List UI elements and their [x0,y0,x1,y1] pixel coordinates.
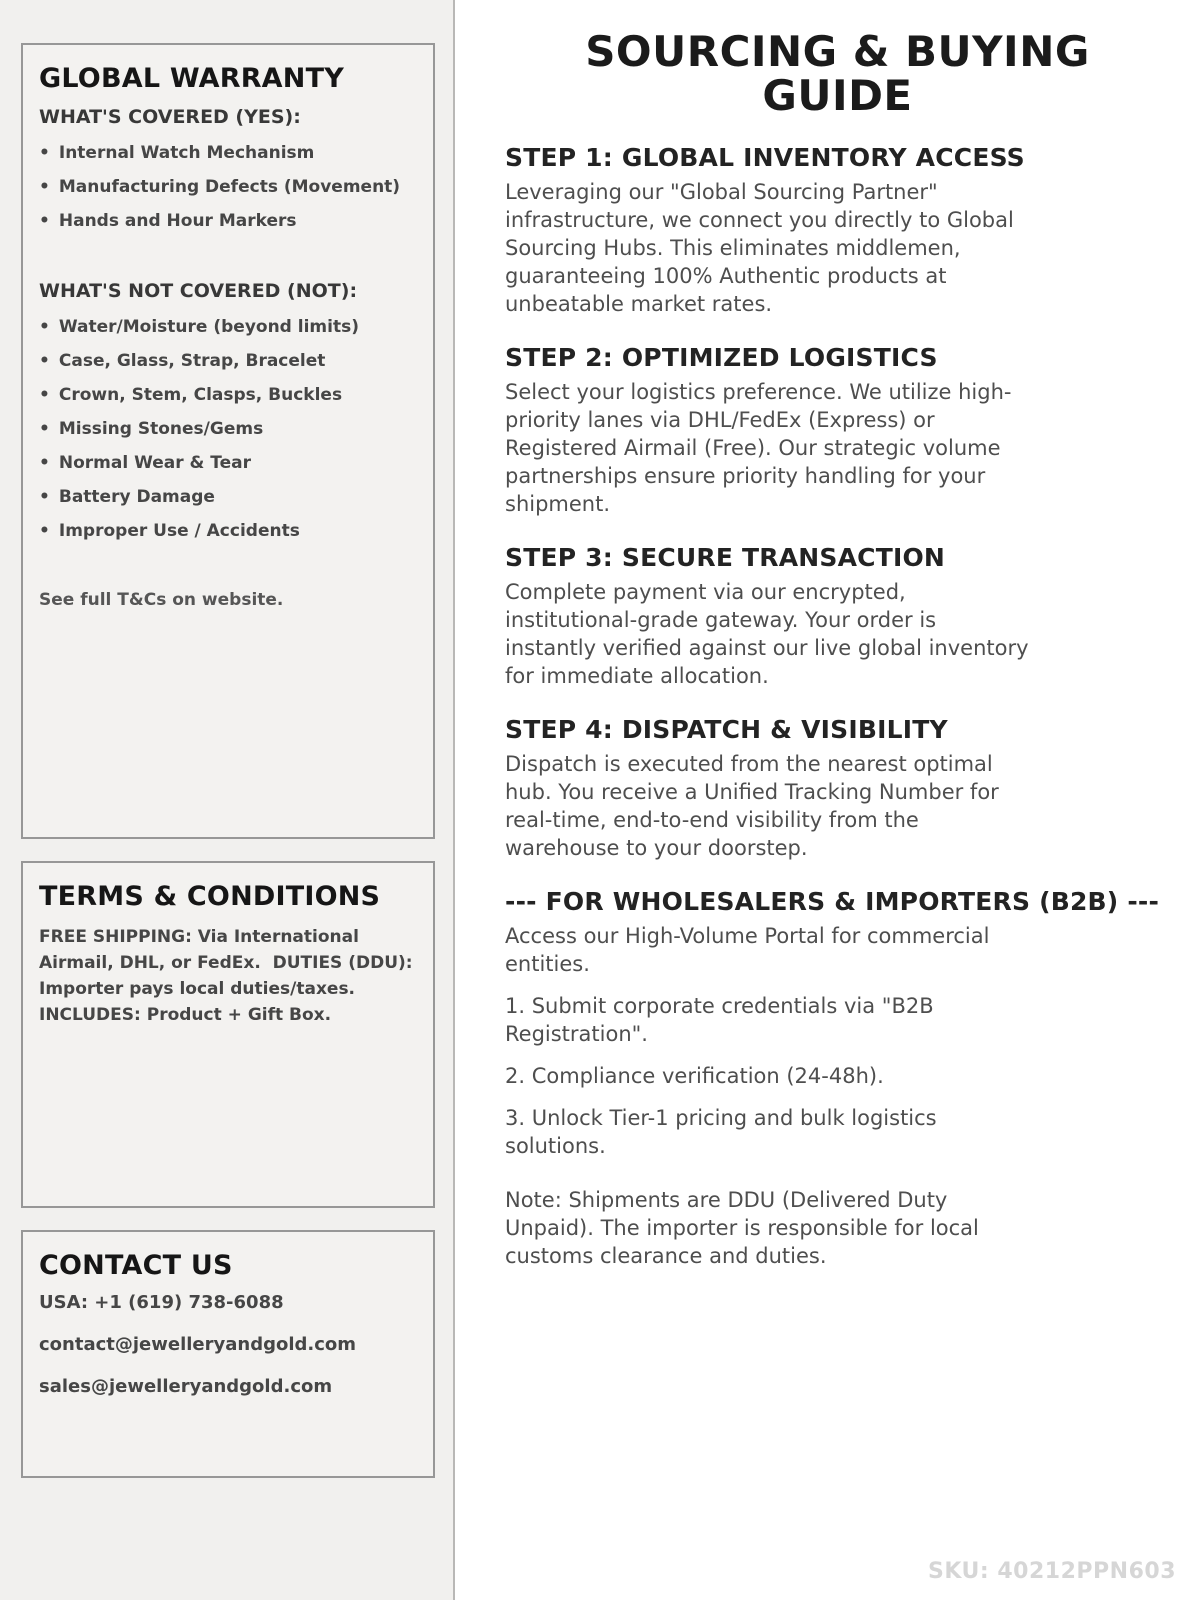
bullet-icon: • [39,211,50,231]
b2b-note: Note: Shipments are DDU (Delivered Duty Unpaid). The importer is responsible for local customs clearance and duties. [505,1188,979,1269]
list-item [39,136,417,170]
list-item [39,344,417,378]
step-2-section [505,343,1170,518]
list-item [39,446,417,480]
step-4-section [505,715,1170,862]
step-1-body: Leveraging our "Global Sourcing Partner" infrastructure, we connect you directly to Global Sourcing Hubs. This eliminates middlemen, guaranteeing 100% Authentic products at unbeatable market rates. [505,180,1014,317]
step-1-heading: STEP 1: GLOBAL INVENTORY ACCESS [505,143,1025,173]
step-3-heading: STEP 3: SECURE TRANSACTION [505,543,946,573]
bullet-icon: • [39,143,50,163]
list-item-label: Improper Use / Accidents [58,521,300,541]
terms-body: FREE SHIPPING: Via International Airmail, DHL, or FedEx. DUTIES (DDU): Importer pays local duties/taxes. INCLUDES: Product + Gift Box. [39,927,419,1025]
step-2-body: Select your logistics preference. We utilize high-priority lanes via DHL/FedEx (Express) or Registered Airmail (Free). Our strategic volume partnerships ensure priority handling for your shipment. [505,380,1012,517]
contact-title: CONTACT US [39,1250,233,1281]
contact-email: contact@jewelleryandgold.com [39,1334,357,1355]
step-4-heading: STEP 4: DISPATCH & VISIBILITY [505,715,948,745]
terms-title: TERMS & CONDITIONS [39,881,381,912]
list-item-label: Battery Damage [58,487,215,507]
b2b-intro: Access our High-Volume Portal for commercial entities. [505,924,990,977]
warranty-footnote: See full T&Cs on website. [39,590,284,610]
step-2-heading: STEP 2: OPTIMIZED LOGISTICS [505,343,938,373]
not-covered-heading: WHAT'S NOT COVERED (NOT): [39,280,358,302]
page-title: SOURCING & BUYING GUIDE [585,27,1090,121]
step-4-body: Dispatch is executed from the nearest optimal hub. You receive a Unified Tracking Number for real-time, end-to-end visibility from the warehouse to your doorstep. [505,752,999,861]
list-item-label: Crown, Stem, Clasps, Buckles [58,385,343,405]
b2b-heading: --- FOR WHOLESALERS & IMPORTERS (B2B) --- [505,887,1160,917]
sku-label: SKU: 40212PPN603 [928,1559,1176,1584]
global-warranty-box [21,43,435,839]
list-item-label: Water/Moisture (beyond limits) [58,317,359,337]
bullet-icon: • [39,487,50,507]
terms-box [21,861,435,1208]
not-covered-list [39,310,417,548]
warranty-title: GLOBAL WARRANTY [39,63,344,94]
list-item [39,480,417,514]
sales-email: sales@jewelleryandgold.com [39,1376,333,1397]
b2b-item-1: 1. Submit corporate credentials via "B2B Registration". [505,994,934,1047]
bullet-icon: • [39,351,50,371]
list-item [39,412,417,446]
b2b-section [505,887,1170,1270]
list-item [39,204,417,238]
bullet-icon: • [39,521,50,541]
main-content [455,0,1200,1600]
list-item [39,170,417,204]
step-1-section [505,143,1170,318]
covered-list [39,136,417,238]
bullet-icon: • [39,453,50,473]
sidebar [0,0,455,1600]
list-item-label: Case, Glass, Strap, Bracelet [58,351,326,371]
list-item [39,378,417,412]
contact-box [21,1230,435,1478]
list-item-label: Manufacturing Defects (Movement) [58,177,401,197]
list-item-label: Internal Watch Mechanism [58,143,315,163]
bullet-icon: • [39,177,50,197]
list-item [39,310,417,344]
step-3-section [505,543,1170,690]
bullet-icon: • [39,317,50,337]
bullet-icon: • [39,419,50,439]
list-item-label: Hands and Hour Markers [58,211,297,231]
b2b-item-2: 2. Compliance verification (24-48h). [505,1064,884,1089]
list-item [39,514,417,548]
step-3-body: Complete payment via our encrypted, institutional-grade gateway. Your order is instantly verified against our live global inventory for immediate allocation. [505,580,1029,689]
list-item-label: Normal Wear & Tear [58,453,252,473]
b2b-item-3: 3. Unlock Tier-1 pricing and bulk logistics solutions. [505,1106,937,1159]
covered-heading: WHAT'S COVERED (YES): [39,106,301,128]
list-item-label: Missing Stones/Gems [58,419,264,439]
contact-phone: USA: +1 (619) 738-6088 [39,1292,284,1313]
bullet-icon: • [39,385,50,405]
